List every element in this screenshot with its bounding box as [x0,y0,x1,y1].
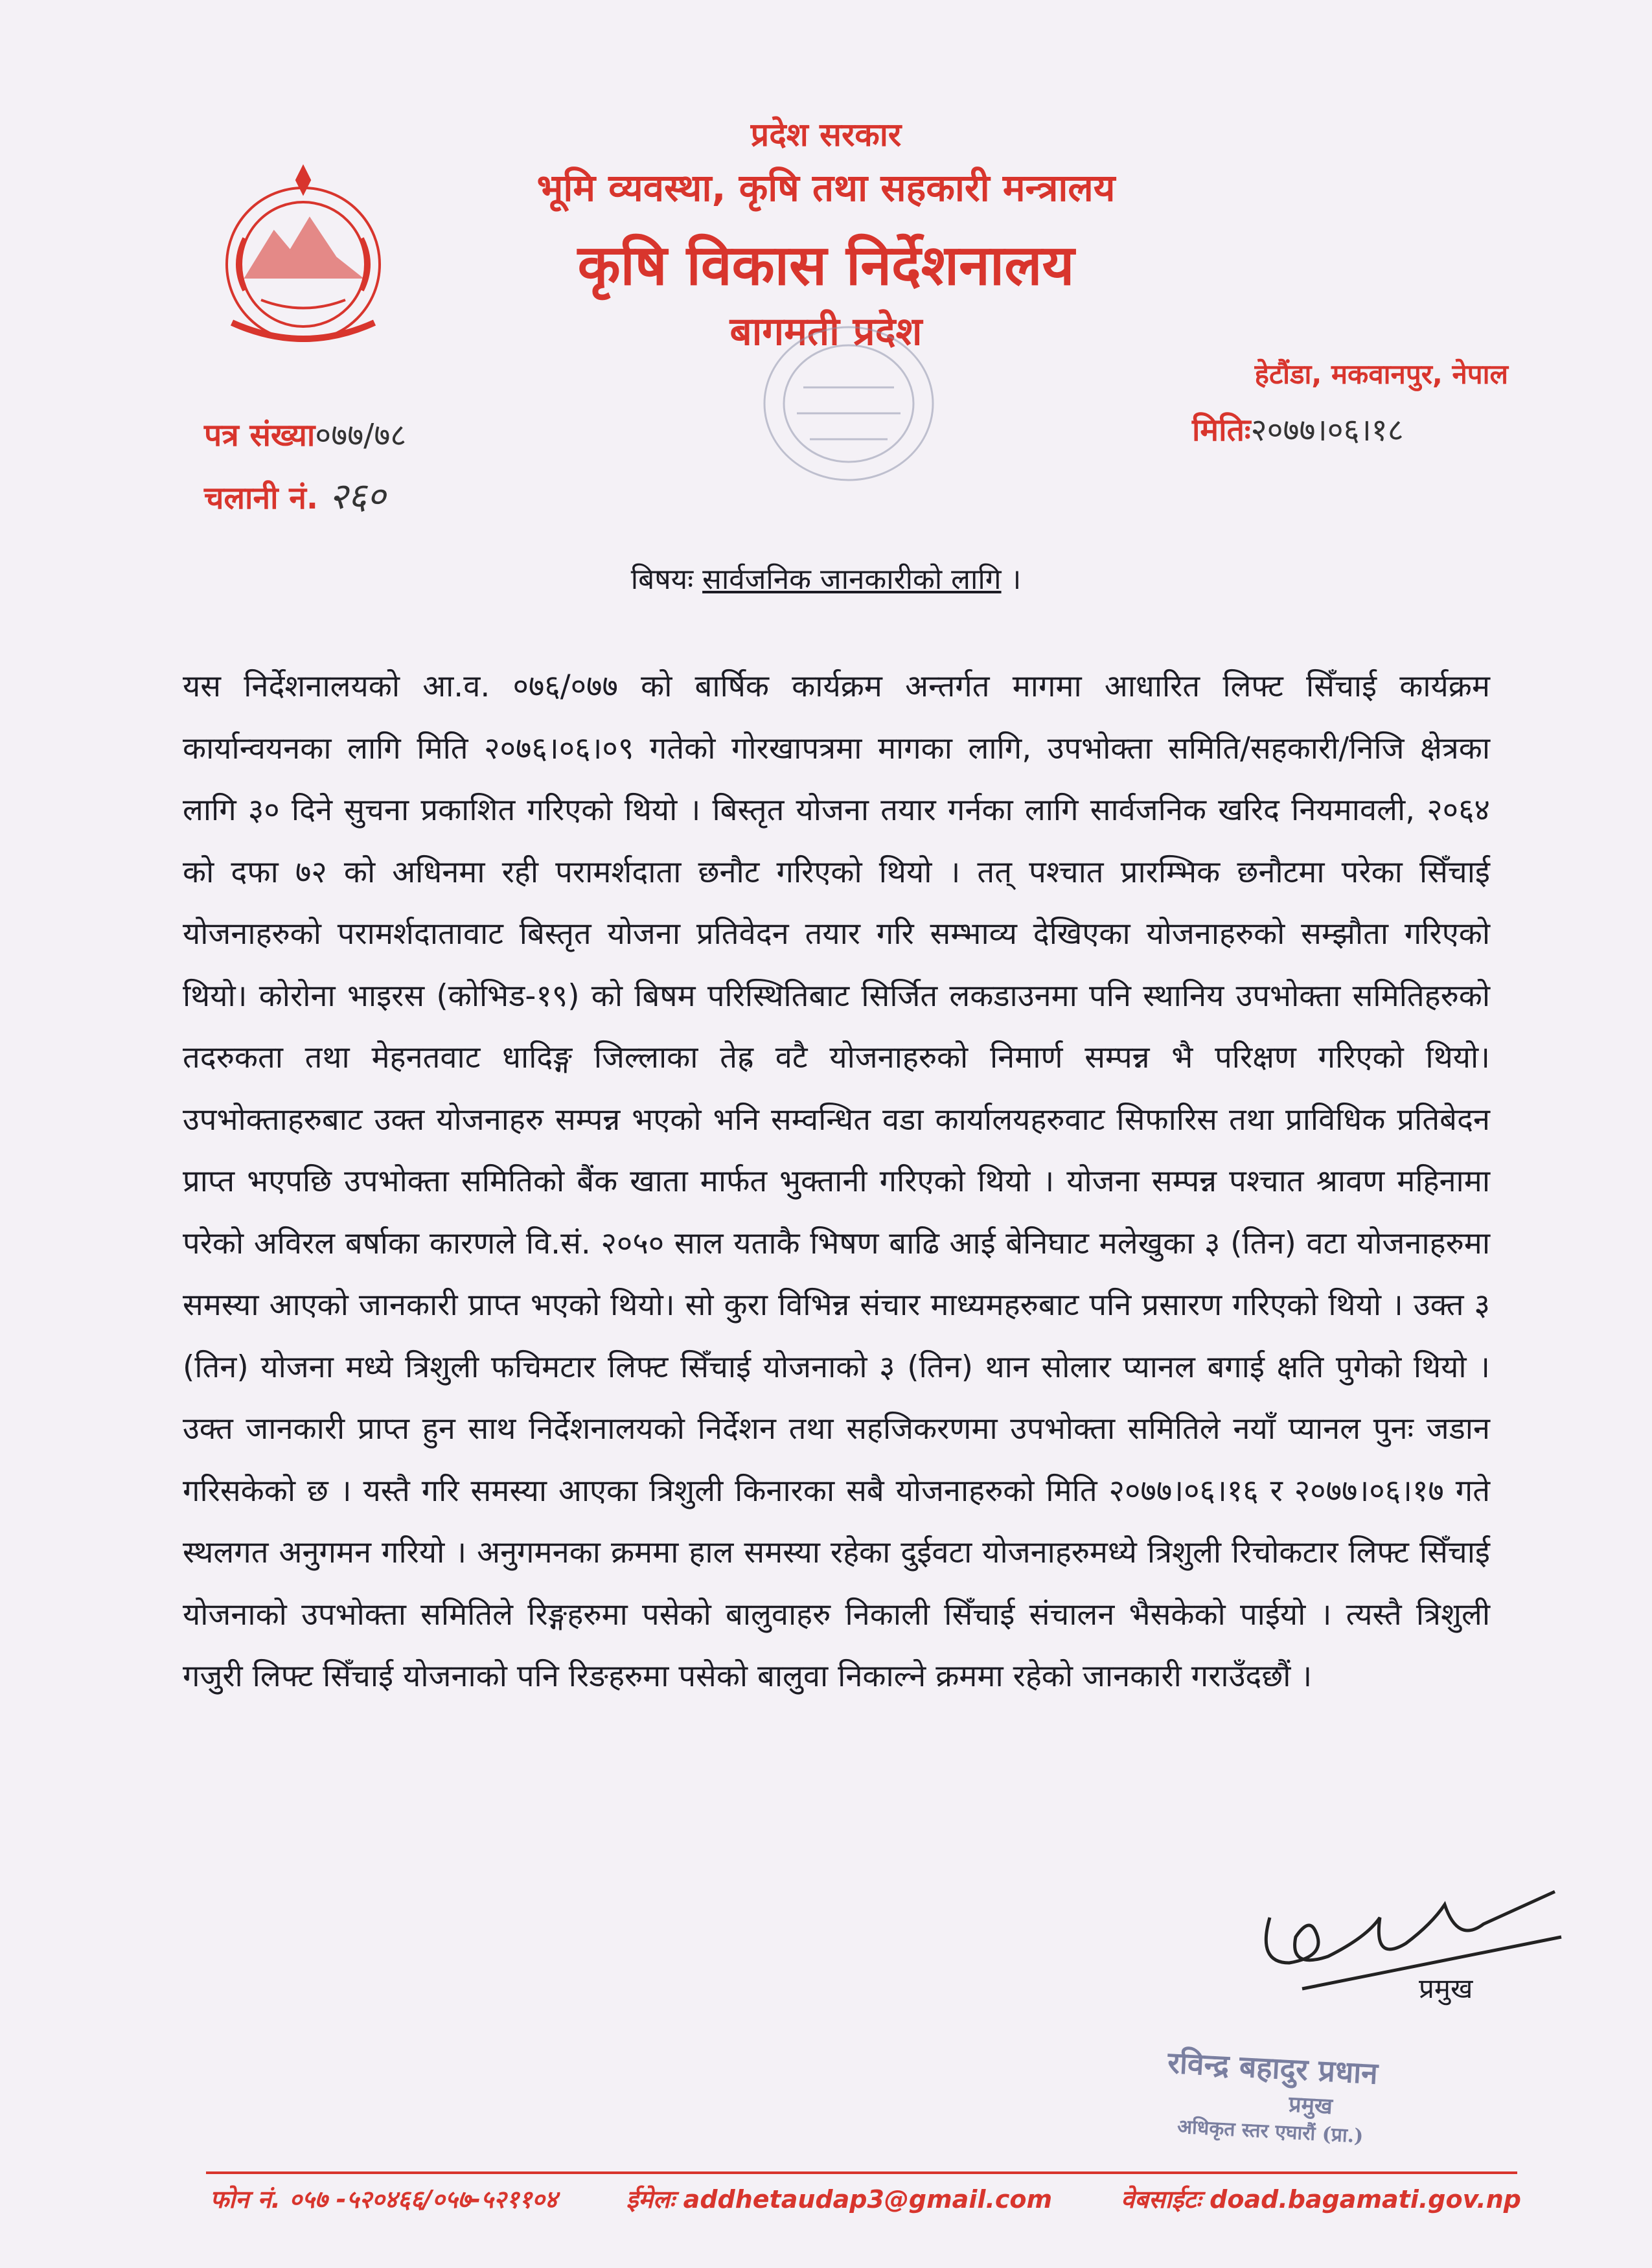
footer-email [626,2182,1052,2216]
footer-email-value[interactable]: addhetaudap3@gmail.com [683,2185,1053,2214]
subject-label: बिषयः [630,563,694,596]
signatory-title: प्रमुख [1419,1973,1473,2004]
subject-line [0,558,1652,597]
stamp-level: अधिकृत स्तर एघारौं (प्रा.) [1176,2115,1364,2148]
ministry-heading: भूमि व्यवस्था, कृषि तथा सहकारी मन्त्रालय [536,166,1116,210]
government-heading: प्रदेश सरकार [750,116,902,154]
province-heading: बागमती प्रदेश [729,309,923,354]
directorate-heading: कृषि विकास निर्देशनालय [577,233,1075,298]
footer-website-value[interactable]: doad.bagamati.gov.np [1210,2185,1521,2214]
subject-text: सार्वजनिक जानकारीको लागि [702,563,1002,596]
dispatch-number [204,470,385,520]
date-label: मितिः [1192,412,1251,448]
footer-email-label: ईमेलः [626,2185,675,2214]
dispatch-number-label: चलानी नं. [204,480,319,516]
letter-number-value: ०७७/७८ [315,417,407,453]
footer-phone: फोन नं. ०५७ -५२०४६६/०५७-५२११०४ [210,2185,558,2214]
name-stamp [1164,2042,1379,2149]
footer-website-label: वेबसाईटः [1121,2185,1201,2214]
letter-body: यस निर्देशनालयको आ.व. ०७६/०७७ को बार्षिक कार्यक्रम अन्तर्गत मागमा आधारित लिफ्ट सिँचाई कार्यक्रम कार्यान्वयनका लागि मिति २०७६।०६।०९ गतेको गोरखापत्रमा मागका लागि, उपभोक्ता समिति/सहकारी/निजि क्षेत्रका लागि ३० दिने सुचना प्रकाशित गरिएको थियो । बिस्तृत योजना तयार गर्नका लागि सार्वजनिक खरिद नियमावली, २०६४ को दफा ७२ को अधिनमा रही परामर्शदाता छनौट गरिएको थियो । तत् पश्चात प्रारम्भिक छनौटमा परेका सिँचाई योजनाहरुको परामर्शदातावाट बिस्तृत योजना प्रतिवेदन तयार गरि सम्भाव्य देखिएका योजनाहरुको सम्झौता गरिएको थियो। कोरोना भाइरस (कोभिड-१९) को बिषम परिस्थितिबाट सिर्जित लकडाउनमा पनि स्थानिय उपभोक्ता समितिहरुको तदरुकता तथा मेहनतवाट धादिङ्ग जिल्लाका तेह्र वटै योजनाहरुको निमार्ण सम्पन्न भै परिक्षण गरिएको थियो।उपभोक्ताहरुबाट उक्त योजनाहरु सम्पन्न भएको भनि सम्वन्धित वडा कार्यालयहरुवाट सिफारिस तथा प्राविधिक प्रतिबेदन प्राप्त भएपछि उपभोक्ता समितिको बैंक खाता मार्फत भुक्तानी गरिएको थियो । योजना सम्पन्न पश्चात श्रावण महिनामा परेको अविरल बर्षाका कारणले वि.सं. २०५० साल यताकै भिषण बाढि आई बेनिघाट मलेखुका ३ (तिन) वटा योजनाहरुमा समस्या आएको जानकारी प्राप्त भएको थियो। सो कुरा विभिन्न संचार माध्यमहरुबाट पनि प्रसारण गरिएको थियो । उक्त ३ (तिन) योजना मध्ये त्रिशुली फचिमटार लिफ्ट सिँचाई योजनाको ३ (तिन) थान सोलार प्यानल बगाई क्षति पुगेको थियो । उक्त जानकारी प्राप्त हुन साथ निर्देशनालयको निर्देशन तथा सहजिकरणमा उपभोक्ता समितिले नयाँ प्यानल पुनः जडान गरिसकेको छ । यस्तै गरि समस्या आएका त्रिशुली किनारका सबै योजनाहरुको मिति २०७७।०६।१६ र २०७७।०६।१७ गते स्थलगत अनुगमन गरियो । अनुगमनका क्रममा हाल समस्या रहेका दुईवटा योजनाहरुमध्ये त्रिशुली रिचोकटार लिफ्ट सिँचाई योजनाको उपभोक्ता समितिले रिङ्गहरुमा पसेको बालुवाहरु निकाली सिँचाई संचालन भैसकेको पाईयो । त्यस्तै त्रिशुली गजुरी लिफ्ट सिँचाई योजनाको पनि रिङहरुमा पसेको बालुवा निकाल्ने क्रममा रहेको जानकारी गराउँदछौं । [183,669,1490,1694]
signature-mark [1250,1866,1574,1995]
letter-date [1192,408,1404,450]
stamp-role: प्रमुख [1288,2091,1333,2120]
letter-number [204,413,406,455]
date-value: २०७७।०६।१८ [1250,412,1404,448]
office-address: हेटौंडा, मकवानपुर, नेपाल [1254,358,1508,390]
office-seal-stamp [751,316,946,491]
stamp-name: रविन्द्र बहादुर प्रधान [1167,2045,1379,2091]
subject-end: । [1010,563,1022,596]
dispatch-number-value: २६० [328,475,386,518]
footer [210,2182,1521,2216]
footer-website [1121,2182,1521,2216]
footer-divider [206,2171,1517,2174]
letter-number-label: पत्र संख्या [204,417,315,453]
